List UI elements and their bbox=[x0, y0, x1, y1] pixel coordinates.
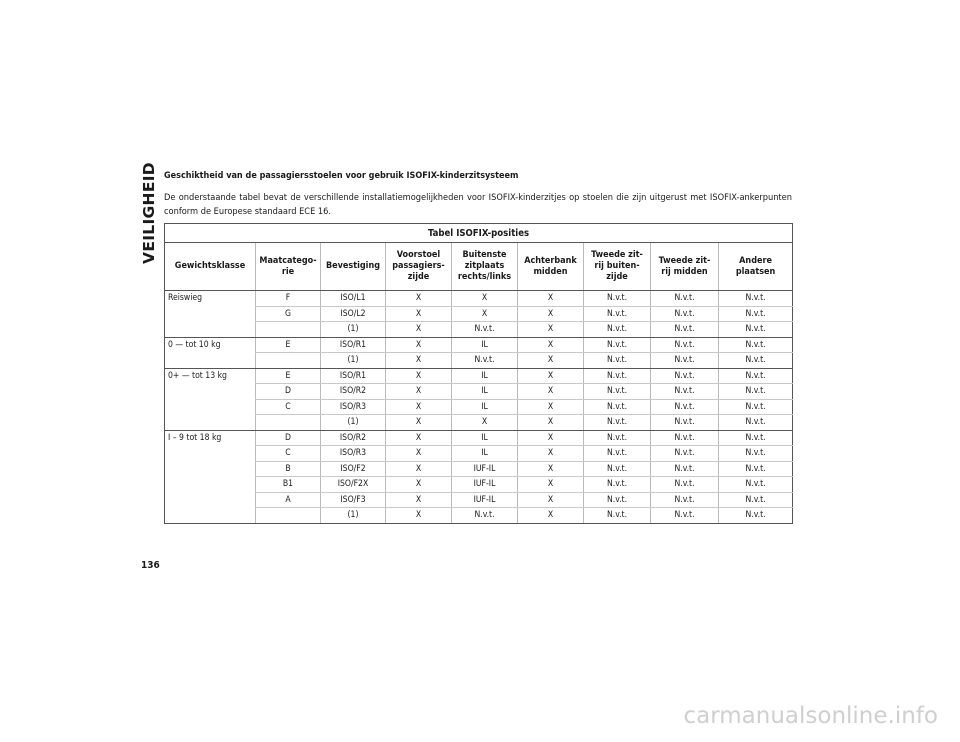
table-cell: X bbox=[518, 446, 584, 462]
table-cell: X bbox=[518, 368, 584, 384]
table-row bbox=[165, 306, 793, 322]
table-cell: X bbox=[518, 430, 584, 446]
table-cell: C bbox=[256, 399, 321, 415]
table-cell: B bbox=[256, 461, 321, 477]
table-cell: ISO/L1 bbox=[321, 291, 386, 307]
table-cell: B1 bbox=[256, 477, 321, 493]
table-cell: G bbox=[256, 306, 321, 322]
table-cell: N.v.t. bbox=[719, 291, 793, 307]
table-cell: IUF-IL bbox=[452, 477, 518, 493]
table-row bbox=[165, 322, 793, 338]
table-cell: N.v.t. bbox=[452, 353, 518, 369]
table-cell: N.v.t. bbox=[584, 461, 651, 477]
table-cell: N.v.t. bbox=[651, 368, 719, 384]
table-cell: N.v.t. bbox=[651, 399, 719, 415]
table-cell: X bbox=[386, 508, 452, 524]
table-cell: N.v.t. bbox=[651, 291, 719, 307]
table-cell: N.v.t. bbox=[719, 322, 793, 338]
table-cell: X bbox=[386, 415, 452, 431]
table-cell: ISO/F2X bbox=[321, 477, 386, 493]
table-row bbox=[165, 508, 793, 524]
table-cell: N.v.t. bbox=[651, 415, 719, 431]
table-body bbox=[165, 291, 793, 524]
column-header: Tweede zit- rij midden bbox=[651, 243, 719, 291]
table-cell: X bbox=[386, 399, 452, 415]
table-row bbox=[165, 430, 793, 446]
table-cell: N.v.t. bbox=[584, 322, 651, 338]
table-cell bbox=[256, 508, 321, 524]
table-cell: X bbox=[518, 322, 584, 338]
table-cell: X bbox=[518, 306, 584, 322]
table-cell: X bbox=[518, 353, 584, 369]
section-tab bbox=[139, 162, 159, 264]
table-row bbox=[165, 446, 793, 462]
table-cell: X bbox=[386, 461, 452, 477]
table-cell: N.v.t. bbox=[584, 337, 651, 353]
table-cell: N.v.t. bbox=[651, 322, 719, 338]
table-cell: X bbox=[386, 477, 452, 493]
table-cell: N.v.t. bbox=[584, 508, 651, 524]
table-cell: (1) bbox=[321, 353, 386, 369]
table-cell: F bbox=[256, 291, 321, 307]
table-cell: X bbox=[386, 384, 452, 400]
column-header: Andere plaatsen bbox=[719, 243, 793, 291]
column-header: Bevestiging bbox=[321, 243, 386, 291]
column-header: Voorstoel passagiers- zijde bbox=[386, 243, 452, 291]
section-heading: Geschiktheid van de passagiersstoelen voor gebruik ISOFIX-kinderzitsysteem bbox=[164, 171, 519, 181]
table-cell: N.v.t. bbox=[719, 477, 793, 493]
page-number: 136 bbox=[141, 560, 160, 571]
table-cell: N.v.t. bbox=[651, 430, 719, 446]
table-cell: C bbox=[256, 446, 321, 462]
table-cell: N.v.t. bbox=[452, 322, 518, 338]
table-cell: D bbox=[256, 384, 321, 400]
table-cell: N.v.t. bbox=[651, 477, 719, 493]
column-header: Buitenste zitplaats rechts/links bbox=[452, 243, 518, 291]
weight-class-cell: 0+ — tot 13 kg bbox=[165, 368, 256, 430]
table-cell: X bbox=[386, 291, 452, 307]
weight-class-cell: Reiswieg bbox=[165, 291, 256, 338]
table-cell bbox=[256, 353, 321, 369]
table-cell: N.v.t. bbox=[584, 415, 651, 431]
table-cell: N.v.t. bbox=[651, 306, 719, 322]
table-cell: N.v.t. bbox=[719, 508, 793, 524]
table-cell: ISO/R3 bbox=[321, 399, 386, 415]
table-row bbox=[165, 461, 793, 477]
table-cell: N.v.t. bbox=[719, 492, 793, 508]
table-cell: N.v.t. bbox=[452, 508, 518, 524]
table-cell: N.v.t. bbox=[651, 461, 719, 477]
table-cell: IL bbox=[452, 337, 518, 353]
table-cell: (1) bbox=[321, 415, 386, 431]
table-cell: X bbox=[518, 508, 584, 524]
table-cell: ISO/R2 bbox=[321, 430, 386, 446]
table-cell: E bbox=[256, 337, 321, 353]
table-cell: E bbox=[256, 368, 321, 384]
table-row bbox=[165, 384, 793, 400]
table-cell: X bbox=[386, 306, 452, 322]
table-cell: N.v.t. bbox=[719, 337, 793, 353]
table-cell: N.v.t. bbox=[719, 461, 793, 477]
table-cell: N.v.t. bbox=[584, 384, 651, 400]
intro-paragraph: De onderstaande tabel bevat de verschillende installatiemogelijkheden voor ISOFIX-kinderzitjes op stoelen die zijn uitgerust met ISOFIX-ankerpunten conform de Europese standaard ECE 16. bbox=[164, 192, 792, 217]
table-row bbox=[165, 353, 793, 369]
table-cell: N.v.t. bbox=[651, 353, 719, 369]
table-row bbox=[165, 368, 793, 384]
table-cell: ISO/R1 bbox=[321, 337, 386, 353]
table-cell: ISO/F2 bbox=[321, 461, 386, 477]
table-cell: X bbox=[518, 399, 584, 415]
table-row bbox=[165, 291, 793, 307]
table-cell: N.v.t. bbox=[584, 353, 651, 369]
table-title: Tabel ISOFIX-posities bbox=[165, 224, 793, 243]
table-cell: X bbox=[386, 446, 452, 462]
table-cell: N.v.t. bbox=[651, 508, 719, 524]
table-cell: N.v.t. bbox=[719, 353, 793, 369]
table-cell: X bbox=[518, 337, 584, 353]
table-cell: IL bbox=[452, 384, 518, 400]
table-cell: X bbox=[452, 291, 518, 307]
table-cell: N.v.t. bbox=[719, 430, 793, 446]
table-cell: N.v.t. bbox=[651, 492, 719, 508]
table-cell: X bbox=[518, 415, 584, 431]
table-cell: A bbox=[256, 492, 321, 508]
column-header: Achterbank midden bbox=[518, 243, 584, 291]
table-cell: (1) bbox=[321, 508, 386, 524]
table-cell: N.v.t. bbox=[584, 477, 651, 493]
isofix-table bbox=[164, 223, 793, 524]
table-cell: ISO/R3 bbox=[321, 446, 386, 462]
table-cell: X bbox=[518, 492, 584, 508]
section-tab-label: VEILIGHEID bbox=[140, 162, 158, 264]
table-cell: X bbox=[452, 306, 518, 322]
table-cell: IUF-IL bbox=[452, 492, 518, 508]
table-cell: X bbox=[518, 477, 584, 493]
column-header: Tweede zit- rij buiten- zijde bbox=[584, 243, 651, 291]
table-cell: N.v.t. bbox=[719, 415, 793, 431]
table-cell: X bbox=[386, 322, 452, 338]
table-cell: IL bbox=[452, 399, 518, 415]
weight-class-cell: 0 — tot 10 kg bbox=[165, 337, 256, 368]
table-cell: IL bbox=[452, 430, 518, 446]
table-cell: X bbox=[518, 384, 584, 400]
table-cell: ISO/F3 bbox=[321, 492, 386, 508]
table-cell bbox=[256, 322, 321, 338]
table-cell: N.v.t. bbox=[651, 384, 719, 400]
table-cell bbox=[256, 415, 321, 431]
table-cell: ISO/L2 bbox=[321, 306, 386, 322]
table-cell: IL bbox=[452, 368, 518, 384]
table-cell: N.v.t. bbox=[584, 492, 651, 508]
table-cell: IL bbox=[452, 446, 518, 462]
table-cell: N.v.t. bbox=[651, 446, 719, 462]
table-cell: N.v.t. bbox=[584, 399, 651, 415]
table-cell: X bbox=[452, 415, 518, 431]
table-cell: N.v.t. bbox=[651, 337, 719, 353]
table-cell: N.v.t. bbox=[719, 368, 793, 384]
weight-class-cell: I – 9 tot 18 kg bbox=[165, 430, 256, 523]
column-header: Maatcatego- rie bbox=[256, 243, 321, 291]
table-cell: N.v.t. bbox=[584, 291, 651, 307]
table-cell: N.v.t. bbox=[584, 306, 651, 322]
table-cell: X bbox=[386, 368, 452, 384]
table-cell: X bbox=[518, 291, 584, 307]
table-cell: N.v.t. bbox=[719, 384, 793, 400]
table-cell: N.v.t. bbox=[584, 430, 651, 446]
table-row bbox=[165, 337, 793, 353]
table-cell: N.v.t. bbox=[719, 306, 793, 322]
column-header: Gewichtsklasse bbox=[165, 243, 256, 291]
table-cell: N.v.t. bbox=[719, 446, 793, 462]
table-cell: X bbox=[386, 492, 452, 508]
watermark: carmanualsonline.info bbox=[683, 703, 938, 729]
table-cell: X bbox=[386, 337, 452, 353]
table-cell: ISO/R2 bbox=[321, 384, 386, 400]
table-cell: ISO/R1 bbox=[321, 368, 386, 384]
table-row bbox=[165, 415, 793, 431]
table-cell: (1) bbox=[321, 322, 386, 338]
table-row bbox=[165, 477, 793, 493]
table-cell: N.v.t. bbox=[584, 446, 651, 462]
table-cell: X bbox=[386, 353, 452, 369]
table-row bbox=[165, 492, 793, 508]
table-cell: N.v.t. bbox=[584, 368, 651, 384]
table-cell: X bbox=[386, 430, 452, 446]
table-cell: N.v.t. bbox=[719, 399, 793, 415]
table-cell: X bbox=[518, 461, 584, 477]
table-cell: IUF-IL bbox=[452, 461, 518, 477]
table-cell: D bbox=[256, 430, 321, 446]
table-row bbox=[165, 399, 793, 415]
table-header bbox=[165, 224, 793, 291]
